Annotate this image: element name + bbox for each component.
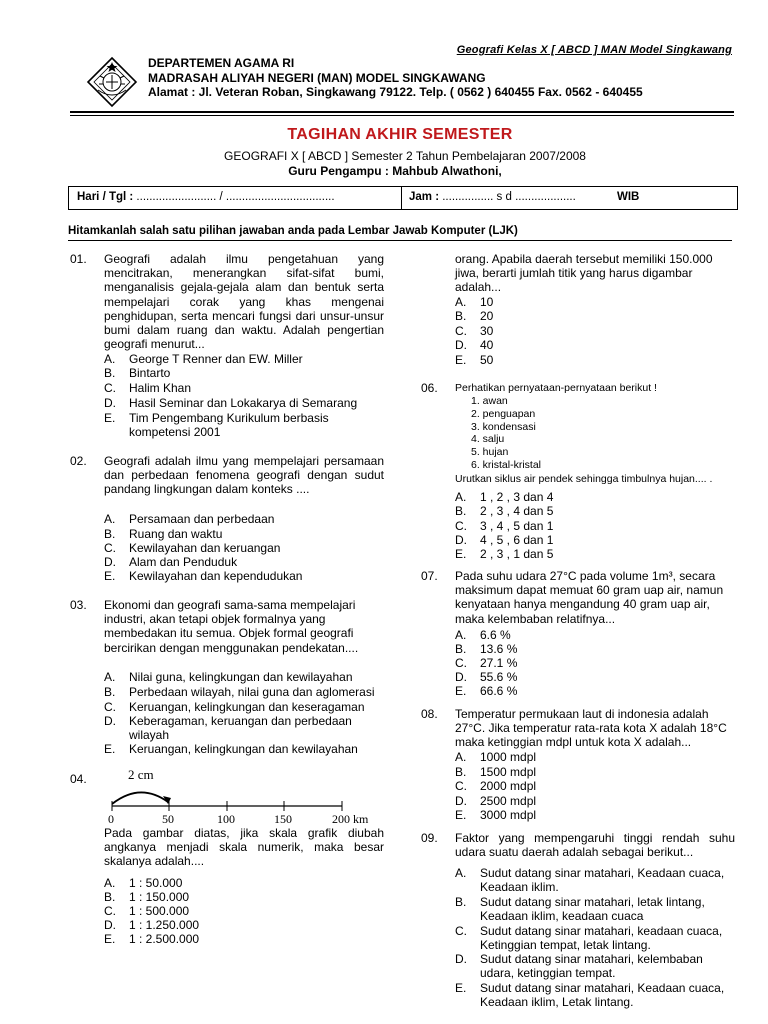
option-a[interactable]: A. 1 , 2 , 3 dan 4 — [455, 490, 554, 504]
option-a[interactable]: A. Persamaan dan perbedaan — [104, 512, 275, 526]
question-number: 03. — [70, 598, 87, 612]
date-box-divider — [401, 187, 402, 209]
question-stem: Perhatikan pernyataan-pernyataan berikut ! — [455, 382, 657, 394]
option-d[interactable]: D. Keberagaman, keruangan dan perbedaan wilayah — [104, 714, 352, 743]
date-fill: ......................... / .................................. — [133, 191, 335, 203]
statement-item: 4. salju — [471, 433, 505, 446]
option-b[interactable]: B. 20 — [455, 309, 494, 323]
exam-teacher-line: Guru Pengampu : Mahbub Alwathoni, — [288, 164, 502, 178]
option-a[interactable]: A. 10 — [455, 295, 494, 309]
question-stem: Faktor yang mempengaruhi tinggi rendah suhu udara suatu daerah adalah sebagai berikut... — [455, 831, 735, 860]
option-a[interactable]: A. 1000 mdpl — [455, 750, 537, 764]
option-d[interactable]: D. 40 — [455, 338, 494, 352]
option-a[interactable]: A. 1 : 50.000 — [104, 876, 183, 890]
option-d[interactable]: D. 55.6 % — [455, 670, 518, 684]
option-e[interactable]: E. 2 , 3 , 1 dan 5 — [455, 547, 554, 561]
option-e[interactable]: E. Keruangan, kelingkungan dan kewilayahan — [104, 742, 358, 756]
option-b[interactable]: B. Perbedaan wilayah, nilai guna dan aglomerasi — [104, 685, 375, 699]
option-e[interactable]: E. 66.6 % — [455, 684, 518, 698]
question-number: 09. — [421, 831, 438, 845]
option-b[interactable]: B. Ruang dan waktu — [104, 527, 223, 541]
option-d[interactable]: D. Hasil Seminar dan Lokakarya di Semarang — [104, 396, 358, 410]
question-stem: Pada suhu udara 27°C pada volume 1m³, secara maksimum dapat memuat 60 gram uap air, namun kenyataan hanya mengandung 40 gram uap air, maka kelembaban relatifnya... — [455, 569, 724, 626]
option-c[interactable]: C. 1 : 500.000 — [104, 904, 190, 918]
statement-item: 6. kristal-kristal — [471, 458, 542, 471]
option-a[interactable]: A. George T Renner dan EW. Miller — [104, 352, 303, 366]
scale-span-arc — [112, 792, 168, 804]
header-divider-thin — [70, 115, 734, 116]
instruction-divider — [68, 240, 732, 241]
organization-block — [148, 56, 643, 100]
org-line-address: Alamat : Jl. Veteran Roban, Singkawang 79122. Telp. ( 0562 ) 640455 Fax. 0562 - 640455 — [148, 85, 643, 99]
question-stem: Temperatur permukaan laut di indonesia adalah 27°C. Jika temperatur rata-rata kota X adalah 18°C maka ketinggian mdpl untuk kota X adalah... — [455, 707, 727, 750]
option-c[interactable]: C. Kewilayahan dan keruangan — [104, 541, 281, 555]
statement-item: 3. kondensasi — [471, 420, 536, 433]
option-d[interactable]: D. 2500 mdpl — [455, 794, 537, 808]
option-b[interactable]: B. 13.6 % — [455, 642, 518, 656]
time-fill: ................ s d ................... — [439, 191, 576, 203]
option-c[interactable]: C. Halim Khan — [104, 381, 192, 395]
option-c[interactable]: C. 2000 mdpl — [455, 779, 537, 793]
option-e[interactable]: E. Kewilayahan dan kependudukan — [104, 569, 303, 583]
scale-tick-label-150: 150 — [274, 812, 292, 824]
instruction-text: Hitamkanlah salah satu pilihan jawaban anda pada Lembar Jawab Komputer (LJK) — [68, 225, 518, 237]
question-stem: Pada gambar diatas, jika skala grafik diubah angkanya menjadi skala numerik, maka besar skalanya adalah.... — [104, 826, 384, 869]
question-stem-2: Urutkan siklus air pendek sehingga timbulnya hujan.... . — [455, 473, 713, 485]
statement-item: 2. penguapan — [471, 407, 536, 420]
graphic-scale-diagram — [98, 768, 388, 824]
time-zone-label: WIB — [617, 191, 640, 203]
option-c[interactable]: C. 3 , 4 , 5 dan 1 — [455, 519, 554, 533]
question-number: 08. — [421, 707, 438, 721]
date-time-box — [68, 186, 738, 210]
question-number: 02. — [70, 454, 87, 468]
question-stem: orang. Apabila daerah tersebut memiliki 150.000 jiwa, berarti jumlah titik yang harus digambar adalah... — [455, 252, 713, 295]
option-d[interactable]: D. 1 : 1.250.000 — [104, 918, 200, 932]
option-e[interactable]: E. Sudut datang sinar matahari, Keadaan cuaca, Keadaan iklim, Letak lintang. — [455, 981, 725, 1010]
scale-tick-label-50: 50 — [162, 812, 174, 824]
option-e[interactable]: E. 3000 mdpl — [455, 808, 537, 822]
course-header-line: Geografi Kelas X [ ABCD ] MAN Model Singkawang — [456, 44, 732, 56]
option-a[interactable]: A. 6.6 % — [455, 628, 511, 642]
option-b[interactable]: B. Sudut datang sinar matahari, letak lintang, Keadaan iklim, keadaan cuaca — [455, 895, 705, 924]
exam-subject-line: GEOGRAFI X [ ABCD ] Semester 2 Tahun Pembelajaran 2007/2008 — [224, 149, 586, 163]
scale-length-label: 2 cm — [128, 768, 154, 782]
statement-list — [471, 395, 541, 472]
question-number: 04. — [70, 772, 87, 786]
time-label: Jam : — [409, 191, 440, 203]
option-b[interactable]: B. Bintarto — [104, 366, 171, 380]
scale-tick-label-100: 100 — [217, 812, 235, 824]
option-a[interactable]: A. Nilai guna, kelingkungan dan kewilayahan — [104, 670, 353, 684]
question-stem: Geografi adalah ilmu yang mempelajari persamaan dan perbedaan fenomena geografi dengan sudut pandang lingkungan dalam konteks .... — [104, 454, 384, 497]
option-b[interactable]: B. 2 , 3 , 4 dan 5 — [455, 504, 554, 518]
question-number: 06. — [421, 381, 438, 395]
question-stem: Geografi adalah ilmu pengetahuan yang mencitrakan, menerangkan sifat-sifat bumi, menganalisis gejala-gejala alam dan bentuk serta mempelajari corak yang khas mengenai penghidupan, serta mencari fungsi dari unsur-unsur bumi dalam ruang dan waktu. Adalah pengertian geografi menurut... — [104, 252, 384, 352]
time-field — [409, 191, 576, 203]
statement-item: 5. hujan — [471, 446, 509, 459]
scale-tick-label-0: 0 — [108, 812, 114, 824]
option-c[interactable]: C. 27.1 % — [455, 656, 518, 670]
date-field — [77, 191, 335, 203]
ministry-emblem-icon — [84, 56, 140, 108]
option-d[interactable]: D. Sudut datang sinar matahari, kelembaban udara, ketinggian tempat. — [455, 952, 703, 981]
option-a[interactable]: A. Sudut datang sinar matahari, Keadaan cuaca, Keadaan iklim. — [455, 866, 725, 895]
org-line-ministry: DEPARTEMEN AGAMA RI — [148, 56, 295, 70]
option-c[interactable]: C. 30 — [455, 324, 494, 338]
org-line-school: MADRASAH ALIYAH NEGERI (MAN) MODEL SINGKAWANG — [148, 70, 486, 85]
option-c[interactable]: C. Keruangan, kelingkungan dan keseragaman — [104, 700, 365, 714]
question-stem: Ekonomi dan geografi sama-sama mempelajari industri, akan tetapi objek formalnya yang membedakan itu semua. Objek formal geografi bercirikan dengan menggunakan pendekatan.... — [104, 598, 359, 655]
option-e[interactable]: E. 50 — [455, 353, 494, 367]
option-d[interactable]: D. Alam dan Penduduk — [104, 555, 238, 569]
scale-tick-label-200: 200 km — [332, 812, 369, 824]
option-e[interactable]: E. 1 : 2.500.000 — [104, 932, 200, 946]
question-number: 07. — [421, 569, 438, 583]
option-c[interactable]: C. Sudut datang sinar matahari, keadaan cuaca, Ketinggian tempat, letak lintang. — [455, 924, 723, 953]
option-b[interactable]: B. 1 : 150.000 — [104, 890, 190, 904]
statement-item: 1. awan — [471, 395, 508, 407]
question-number: 01. — [70, 252, 87, 266]
option-e[interactable]: E. Tim Pengembang Kurikulum berbasis kompetensi 2001 — [104, 411, 329, 440]
date-label: Hari / Tgl : — [77, 191, 134, 203]
header-divider-thick — [70, 111, 734, 113]
option-d[interactable]: D. 4 , 5 , 6 dan 1 — [455, 533, 554, 547]
option-b[interactable]: B. 1500 mdpl — [455, 765, 537, 779]
exam-title: TAGIHAN AKHIR SEMESTER — [287, 126, 513, 143]
